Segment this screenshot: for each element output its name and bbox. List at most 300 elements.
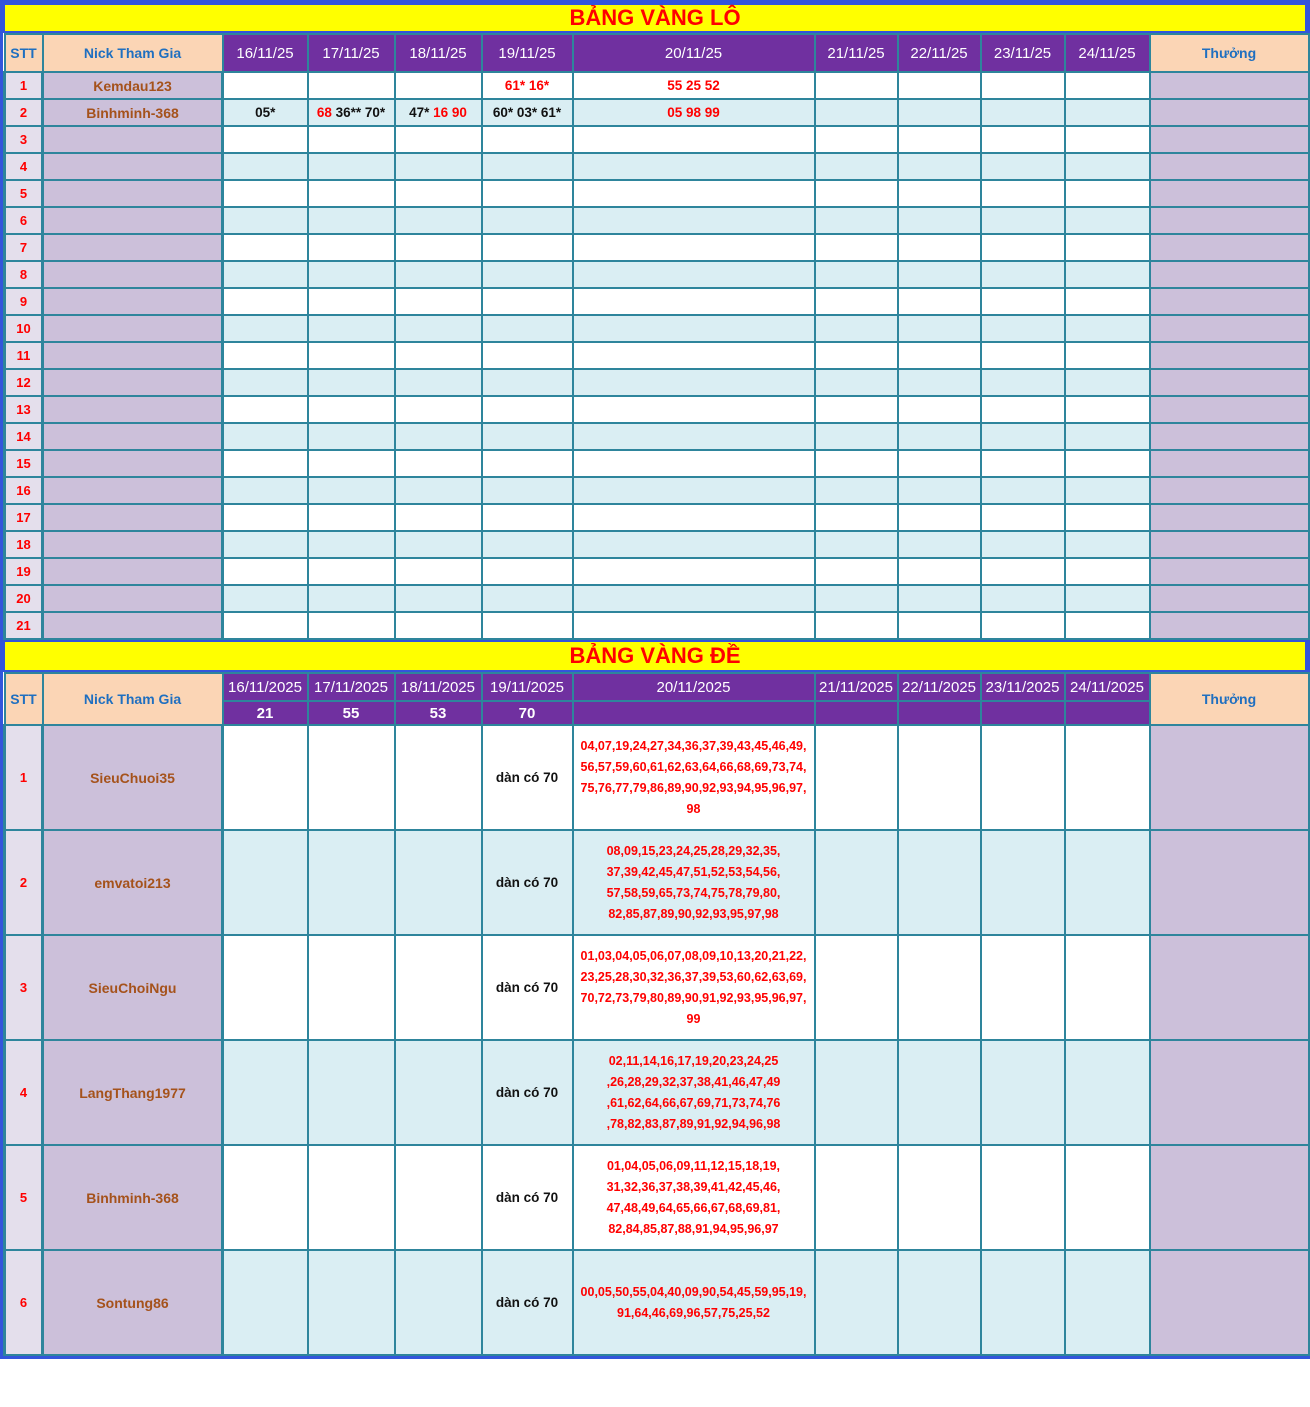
cell-text: 47* (409, 105, 434, 120)
stt-cell: 5 (5, 180, 43, 207)
thuong-cell (1150, 180, 1309, 207)
data-cell (223, 477, 308, 504)
lo-header-date: 24/11/25 (1065, 34, 1150, 72)
cell-text: 60* 03* 61* (492, 105, 562, 120)
data-cell (395, 585, 482, 612)
data-cell (573, 342, 815, 369)
data-cell (573, 99, 815, 126)
numbers-cell (573, 935, 815, 1040)
de-subheader (1065, 701, 1150, 725)
data-cell (981, 531, 1065, 558)
data-cell (395, 612, 482, 639)
data-cell (981, 1040, 1065, 1145)
numbers-cell (573, 725, 815, 830)
data-cell (898, 1145, 981, 1250)
data-cell (223, 830, 308, 935)
thuong-cell (1150, 725, 1309, 830)
data-cell (573, 585, 815, 612)
stt-cell: 19 (5, 558, 43, 585)
data-cell (898, 261, 981, 288)
numbers-line: 01,04,05,06,09,11,12,15,18,19, (606, 1158, 781, 1173)
data-cell (1065, 234, 1150, 261)
lo-header-thuong: Thưởng (1150, 34, 1309, 72)
de-subheader (898, 701, 981, 725)
de-subheader (573, 701, 815, 725)
data-cell (898, 531, 981, 558)
dan-cell: dàn có 70 (482, 1145, 573, 1250)
lo-row (5, 369, 1309, 396)
data-cell (1065, 369, 1150, 396)
data-cell (815, 504, 898, 531)
data-cell (898, 585, 981, 612)
data-cell (1065, 315, 1150, 342)
data-cell (898, 180, 981, 207)
stt-cell: 3 (5, 935, 43, 1040)
data-cell (308, 935, 395, 1040)
numbers-line: 02,11,14,16,17,19,20,23,24,25 (608, 1053, 779, 1068)
dan-cell: dàn có 70 (482, 1250, 573, 1355)
data-cell (223, 612, 308, 639)
data-cell (815, 585, 898, 612)
data-cell (482, 153, 573, 180)
de-row (5, 1040, 1309, 1145)
cell-text: 16 90 (433, 105, 467, 120)
nick-cell: Kemdau123 (43, 72, 223, 99)
de-title: BẢNG VÀNG ĐỀ (569, 643, 741, 668)
data-cell (573, 369, 815, 396)
data-cell (223, 935, 308, 1040)
data-cell (815, 126, 898, 153)
numbers-line: 47,48,49,64,65,66,67,68,69,81, (606, 1200, 781, 1215)
stt-cell: 3 (5, 126, 43, 153)
data-cell (898, 477, 981, 504)
data-cell (898, 504, 981, 531)
de-table (3, 672, 1310, 1356)
data-cell (981, 153, 1065, 180)
data-cell (981, 342, 1065, 369)
data-cell (981, 288, 1065, 315)
numbers-line: 23,25,28,30,32,36,37,39,53,60,62,63,69, (580, 969, 807, 984)
cell-text: 05 98 99 (667, 105, 720, 120)
nick-cell (43, 369, 223, 396)
data-cell (898, 207, 981, 234)
data-cell (898, 935, 981, 1040)
dan-cell: dàn có 70 (482, 725, 573, 830)
numbers-line: ,61,62,64,66,67,69,71,73,74,76 (606, 1095, 781, 1110)
de-subheader: 21 (223, 701, 308, 725)
data-cell (223, 180, 308, 207)
numbers-line: 31,32,36,37,38,39,41,42,45,46, (606, 1179, 781, 1194)
stt-cell: 21 (5, 612, 43, 639)
dan-cell: dàn có 70 (482, 935, 573, 1040)
data-cell (898, 153, 981, 180)
thuong-cell (1150, 830, 1309, 935)
stt-cell: 6 (5, 207, 43, 234)
data-cell (308, 531, 395, 558)
data-cell (898, 126, 981, 153)
data-cell (1065, 558, 1150, 585)
data-cell (308, 558, 395, 585)
data-cell (223, 1250, 308, 1355)
stt-cell: 17 (5, 504, 43, 531)
data-cell (395, 830, 482, 935)
lo-row (5, 126, 1309, 153)
thuong-cell (1150, 612, 1309, 639)
stt-cell: 18 (5, 531, 43, 558)
data-cell (308, 315, 395, 342)
data-cell (482, 207, 573, 234)
de-subheader: 53 (395, 701, 482, 725)
data-cell (482, 396, 573, 423)
lo-header-date: 16/11/25 (223, 34, 308, 72)
data-cell (815, 558, 898, 585)
data-cell (815, 207, 898, 234)
thuong-cell (1150, 99, 1309, 126)
lo-header-date: 18/11/25 (395, 34, 482, 72)
data-cell (1065, 504, 1150, 531)
data-cell (815, 1040, 898, 1145)
data-cell (308, 1145, 395, 1250)
data-cell (1065, 1250, 1150, 1355)
data-cell (981, 725, 1065, 830)
lo-row (5, 477, 1309, 504)
data-cell (223, 207, 308, 234)
data-cell (573, 423, 815, 450)
data-cell (223, 504, 308, 531)
nick-cell (43, 450, 223, 477)
data-cell (308, 612, 395, 639)
data-cell (395, 234, 482, 261)
numbers-line: 00,05,50,55,04,40,09,90,54,45,59,95,19, (580, 1284, 807, 1299)
data-cell (815, 288, 898, 315)
lo-row (5, 153, 1309, 180)
data-cell (223, 531, 308, 558)
lo-row (5, 207, 1309, 234)
data-cell (981, 126, 1065, 153)
numbers-line: 99 (686, 1011, 701, 1026)
data-cell (1065, 1040, 1150, 1145)
nick-cell: SieuChuoi35 (43, 725, 223, 830)
nick-cell (43, 234, 223, 261)
data-cell (815, 423, 898, 450)
nick-cell (43, 558, 223, 585)
data-cell (1065, 180, 1150, 207)
data-cell (1065, 342, 1150, 369)
data-cell (815, 342, 898, 369)
data-cell (308, 396, 395, 423)
lo-row (5, 396, 1309, 423)
data-cell (981, 585, 1065, 612)
cell-text: 61* 16* (504, 78, 550, 93)
data-cell (223, 315, 308, 342)
data-cell (482, 585, 573, 612)
data-cell (308, 369, 395, 396)
data-cell (898, 72, 981, 99)
data-cell (898, 830, 981, 935)
numbers-cell (573, 1040, 815, 1145)
data-cell (308, 450, 395, 477)
thuong-cell (1150, 234, 1309, 261)
lo-title: BẢNG VÀNG LÔ (569, 5, 741, 30)
stt-cell: 9 (5, 288, 43, 315)
data-cell (573, 126, 815, 153)
data-cell (815, 261, 898, 288)
data-cell (1065, 261, 1150, 288)
data-cell (395, 423, 482, 450)
data-cell (1065, 396, 1150, 423)
data-cell (898, 1040, 981, 1145)
data-cell (573, 477, 815, 504)
data-cell (981, 72, 1065, 99)
thuong-cell (1150, 72, 1309, 99)
de-row (5, 725, 1309, 830)
data-cell (815, 396, 898, 423)
stt-cell: 4 (5, 1040, 43, 1145)
data-cell (898, 369, 981, 396)
stt-cell: 7 (5, 234, 43, 261)
nick-cell (43, 585, 223, 612)
lo-header-date: 20/11/25 (573, 34, 815, 72)
numbers-line: 75,76,77,79,86,89,90,92,93,94,95,96,97, (580, 780, 807, 795)
data-cell (815, 725, 898, 830)
numbers-line: 56,57,59,60,61,62,63,64,66,68,69,73,74, (580, 759, 807, 774)
data-cell (1065, 585, 1150, 612)
data-cell (815, 153, 898, 180)
data-cell (308, 725, 395, 830)
nick-cell (43, 261, 223, 288)
data-cell (981, 558, 1065, 585)
data-cell (308, 477, 395, 504)
lo-banner (3, 3, 1307, 33)
data-cell (308, 99, 395, 126)
data-cell (223, 72, 308, 99)
data-cell (1065, 126, 1150, 153)
data-cell (1065, 153, 1150, 180)
data-cell (482, 477, 573, 504)
data-cell (815, 1250, 898, 1355)
data-cell (223, 396, 308, 423)
data-cell (1065, 935, 1150, 1040)
stt-cell: 1 (5, 725, 43, 830)
lo-row (5, 558, 1309, 585)
data-cell (898, 450, 981, 477)
stt-cell: 8 (5, 261, 43, 288)
numbers-line: ,78,82,83,87,89,91,92,94,96,98 (606, 1116, 781, 1131)
data-cell (573, 396, 815, 423)
data-cell (223, 126, 308, 153)
thuong-cell (1150, 935, 1309, 1040)
lo-header-row (5, 34, 1309, 72)
data-cell (981, 180, 1065, 207)
data-cell (815, 72, 898, 99)
lo-row (5, 234, 1309, 261)
thuong-cell (1150, 396, 1309, 423)
data-cell (395, 126, 482, 153)
thuong-cell (1150, 369, 1309, 396)
nick-cell: Binhminh-368 (43, 1145, 223, 1250)
thuong-cell (1150, 450, 1309, 477)
lo-row (5, 342, 1309, 369)
data-cell (223, 1145, 308, 1250)
data-cell (981, 1145, 1065, 1250)
data-cell (223, 1040, 308, 1145)
de-header-thuong: Thưởng (1150, 673, 1309, 725)
data-cell (573, 153, 815, 180)
data-cell (395, 207, 482, 234)
de-header-date: 18/11/2025 (395, 673, 482, 701)
data-cell (395, 153, 482, 180)
data-cell (815, 935, 898, 1040)
data-cell (981, 450, 1065, 477)
numbers-line: 91,64,46,69,96,57,75,25,52 (617, 1305, 770, 1320)
data-cell (223, 99, 308, 126)
data-cell (815, 315, 898, 342)
numbers-line: 57,58,59,65,73,74,75,78,79,80, (606, 885, 781, 900)
stt-cell: 15 (5, 450, 43, 477)
nick-cell (43, 342, 223, 369)
lo-header-date: 22/11/25 (898, 34, 981, 72)
lo-header-date: 21/11/25 (815, 34, 898, 72)
thuong-cell (1150, 153, 1309, 180)
data-cell (981, 99, 1065, 126)
thuong-cell (1150, 261, 1309, 288)
data-cell (223, 423, 308, 450)
data-cell (898, 423, 981, 450)
de-row (5, 935, 1309, 1040)
data-cell (573, 261, 815, 288)
data-cell (1065, 1145, 1150, 1250)
nick-cell (43, 126, 223, 153)
data-cell (308, 126, 395, 153)
nick-cell: SieuChoiNgu (43, 935, 223, 1040)
data-cell (898, 558, 981, 585)
data-cell (482, 369, 573, 396)
de-banner (3, 640, 1307, 672)
stt-cell: 20 (5, 585, 43, 612)
dan-cell: dàn có 70 (482, 830, 573, 935)
data-cell (482, 450, 573, 477)
thuong-cell (1150, 1145, 1309, 1250)
data-cell (898, 1250, 981, 1355)
de-table-body (5, 725, 1309, 1355)
numbers-cell (573, 830, 815, 935)
cell-text: 55 25 52 (667, 78, 720, 93)
data-cell (1065, 830, 1150, 935)
nick-cell (43, 315, 223, 342)
data-cell (573, 315, 815, 342)
data-cell (395, 261, 482, 288)
data-cell (482, 612, 573, 639)
nick-cell (43, 612, 223, 639)
stt-cell: 5 (5, 1145, 43, 1250)
data-cell (482, 99, 573, 126)
lo-table (3, 33, 1310, 640)
numbers-line: ,26,28,29,32,37,38,41,46,47,49 (606, 1074, 781, 1089)
data-cell (223, 725, 308, 830)
data-cell (223, 450, 308, 477)
lo-row (5, 423, 1309, 450)
de-header-date: 20/11/2025 (573, 673, 815, 701)
thuong-cell (1150, 558, 1309, 585)
data-cell (308, 72, 395, 99)
nick-cell (43, 477, 223, 504)
data-cell (1065, 288, 1150, 315)
data-cell (482, 342, 573, 369)
data-cell (898, 612, 981, 639)
stt-cell: 12 (5, 369, 43, 396)
thuong-cell (1150, 423, 1309, 450)
data-cell (981, 396, 1065, 423)
lo-row (5, 585, 1309, 612)
numbers-line: 70,72,73,79,80,89,90,91,92,93,95,96,97, (580, 990, 807, 1005)
de-header-date: 19/11/2025 (482, 673, 573, 701)
data-cell (573, 288, 815, 315)
data-cell (981, 612, 1065, 639)
nick-cell (43, 396, 223, 423)
data-cell (223, 153, 308, 180)
nick-cell: Binhminh-368 (43, 99, 223, 126)
data-cell (395, 99, 482, 126)
data-cell (898, 342, 981, 369)
data-cell (482, 234, 573, 261)
data-cell (898, 725, 981, 830)
thuong-cell (1150, 207, 1309, 234)
de-header-date: 17/11/2025 (308, 673, 395, 701)
data-cell (395, 1145, 482, 1250)
data-cell (573, 234, 815, 261)
nick-cell (43, 504, 223, 531)
stt-cell: 11 (5, 342, 43, 369)
data-cell (815, 180, 898, 207)
data-cell (308, 261, 395, 288)
data-cell (981, 1250, 1065, 1355)
data-cell (395, 504, 482, 531)
de-subheader: 55 (308, 701, 395, 725)
data-cell (898, 234, 981, 261)
nick-cell (43, 531, 223, 558)
numbers-line: 37,39,42,45,47,51,52,53,54,56, (606, 864, 781, 879)
data-cell (395, 369, 482, 396)
dan-cell: dàn có 70 (482, 1040, 573, 1145)
lo-row (5, 612, 1309, 639)
lo-header-date: 17/11/25 (308, 34, 395, 72)
data-cell (395, 396, 482, 423)
data-cell (815, 612, 898, 639)
data-cell (573, 504, 815, 531)
lo-header-date: 23/11/25 (981, 34, 1065, 72)
thuong-cell (1150, 477, 1309, 504)
de-header-stt: STT (5, 673, 43, 725)
lo-row (5, 450, 1309, 477)
data-cell (395, 1250, 482, 1355)
de-header-date: 24/11/2025 (1065, 673, 1150, 701)
data-cell (395, 531, 482, 558)
stt-cell: 4 (5, 153, 43, 180)
data-cell (308, 180, 395, 207)
de-header-date: 21/11/2025 (815, 673, 898, 701)
thuong-cell (1150, 585, 1309, 612)
data-cell (573, 558, 815, 585)
data-cell (223, 234, 308, 261)
data-cell (815, 369, 898, 396)
lo-row (5, 180, 1309, 207)
numbers-cell (573, 1145, 815, 1250)
data-cell (981, 504, 1065, 531)
stt-cell: 14 (5, 423, 43, 450)
data-cell (482, 504, 573, 531)
data-cell (482, 315, 573, 342)
data-cell (573, 612, 815, 639)
